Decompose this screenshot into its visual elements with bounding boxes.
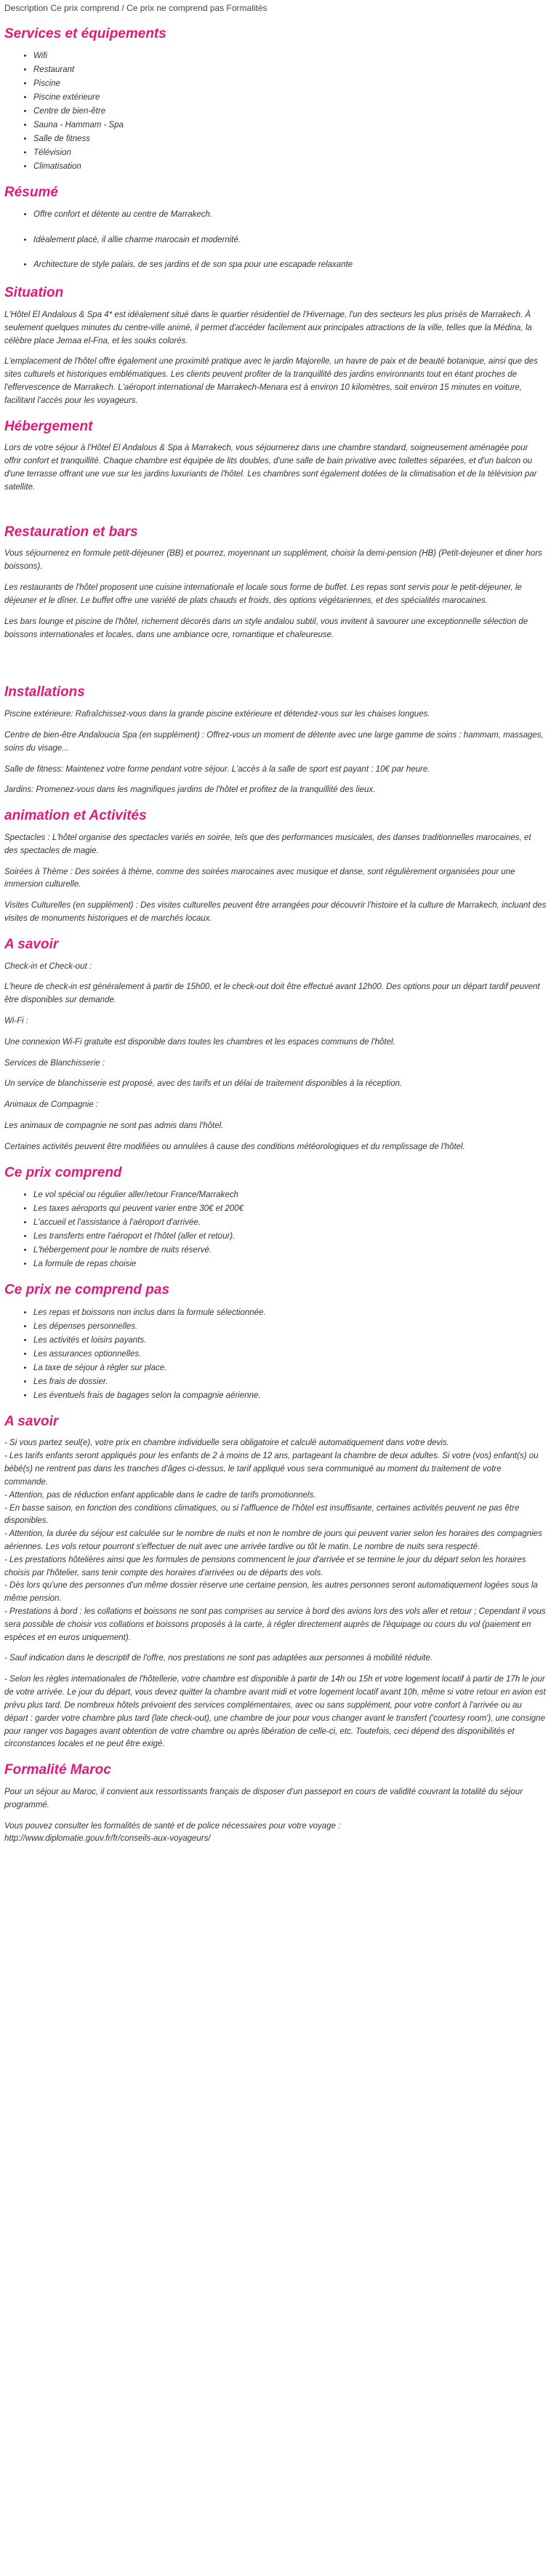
diplomatie-link[interactable]: http://www.diplomatie.gouv.fr/fr/conseils-aux-voyageurs/ <box>4 1834 211 1844</box>
list-item: • Centre de bien-être <box>33 105 547 119</box>
formalite-paragraph: Pour un séjour au Maroc, il convient aux ressortissants français de disposer d'un passeport en cours de validité couvrant la totalité du séjour programmé. <box>4 1787 523 1809</box>
services-list <box>4 49 547 174</box>
prix-comprend-heading: Ce prix comprend <box>4 1164 122 1180</box>
list-item: • Piscine extérieure <box>33 91 547 105</box>
restauration-paragraph: Vous séjournerez en formule petit-déjeuner (BB) et pourrez, moyennant un supplément, choisir la demi-pension (HB) (Petit-dejeuner et diner hors boissons). <box>4 549 542 572</box>
list-item: • Restaurant <box>33 63 547 77</box>
condition-line: - Les tarifs enfants seront appliqués pour les enfants de 2 à moins de 12 ans, partageant la chambre de deux adultes. Si votre (vos) enfant(s) ou bébé(s) ne rentrent pas dans les tranches d'âges ci-dessus, le tarif appliqué vous sera communiqué au moment du traitement de votre commande. <box>4 1452 539 1487</box>
list-item: • Salle de fitness <box>33 132 547 146</box>
restauration-heading: Restauration et bars <box>4 524 138 540</box>
list-item: • L'hébergement pour le nombre de nuits réservé. <box>33 1244 547 1257</box>
list-item: • Les éventuels frais de bagages selon la compagnie aérienne. <box>33 1389 547 1403</box>
conditions-block <box>4 1437 547 1751</box>
restauration-paragraph: Les bars lounge et piscine de l'hôtel, richement décorés dans un style andalou subtil, vous invitent à savourer une exceptionnelle sélection de boissons internationales et locales, dans une ambiance ocre, romantique et chaleureuse. <box>4 617 528 639</box>
a-savoir-paragraph: Un service de blanchisserie est proposé, avec des tarifs et un délai de traitement disponibles à la réception. <box>4 1079 403 1089</box>
formalite-paragraph: Vous pouvez consulter les formalités de santé et de police nécessaires pour votre voyage : <box>4 1821 341 1831</box>
a-savoir-paragraph: Certaines activités peuvent être modifiées ou annulées à cause des conditions météorologiques et du remplissage de l'hôtel. <box>4 1142 465 1151</box>
condition-line: - Si vous partez seul(e), votre prix en chambre individuelle sera obligatoire et calculé automatiquement dans votre devis. <box>4 1439 449 1448</box>
situation-paragraph: L'Hôtel El Andalous & Spa 4* est idéalement situé dans le quartier résidentiel de l'Hivernage, l'un des secteurs les plus prisés de Marrakech. À seulement quelques minutes du centre-ville animé, il permet d'accéder facilement aux principales attractions de la ville, telles que la Médina, la célèbre place Jemaa el-Fna, et les souks colorés. <box>4 311 532 345</box>
tab-formalites[interactable]: Formalités <box>226 3 268 13</box>
list-item: • Les dépenses personnelles. <box>33 1320 547 1334</box>
condition-line: - Les prestations hôtelières ainsi que les formules de pensions commencent le jour d'arrivée et se termine le jour du départ selon les horaires choisis par l'hôtelier, sans tenir compte des horaires d'arrivées ou de départs des vols. <box>4 1555 526 1577</box>
animation-heading: animation et Activités <box>4 808 147 824</box>
list-item: • Le vol spécial ou régulier aller/retour France/Marrakech <box>33 1188 547 1202</box>
list-item: • Climatisation <box>33 160 547 174</box>
condition-line: - Attention, pas de réduction enfant applicable dans le cadre de tarifs promotionnels. <box>4 1490 316 1500</box>
installations-paragraph: Centre de bien-être Andaloucia Spa (en supplément) : Offrez-vous un moment de détente avec une large gamme de soins : hammam, massages, soins du visage... <box>4 730 544 753</box>
list-item: • Les assurances optionnelles. <box>33 1348 547 1361</box>
list-item: • L'accueil et l'assistance à l'aéroport d'arrivée. <box>33 1216 547 1230</box>
a-savoir-label: Services de Blanchisserie : <box>4 1058 105 1068</box>
hebergement-paragraph: Lors de votre séjour à l'Hôtel El Andalous & Spa à Marrakech, vous séjournerez dans une chambre standard, soigneusement aménagée pour offrir confort et tranquillité. Chaque chambre est équipée de lits doubles, d'une salle de bain privative avec toilettes séparées, et d'un balcon ou d'une terrasse offrant une vue sur les jardins luxuriants de l'hôtel. Les chambres sont également dotées de la climatisation et de la télévision par satellite. <box>4 444 537 492</box>
list-item: • Les taxes aéroports qui peuvent varier entre 30€ et 200€ <box>33 1202 547 1216</box>
restauration-paragraph: Les restaurants de l'hôtel proposent une cuisine internationale et locale sous forme de buffet. Les repas sont servis pour le petit-déjeuner, le déjeuner et le dîner. Le buffet offre une variété de plats chauds et froids, des options végétariennes, et des spécialités marocaines. <box>4 583 522 605</box>
list-item: • Wifi <box>33 49 547 63</box>
prix-ne-comprend-pas-heading: Ce prix ne comprend pas <box>4 1282 170 1298</box>
animation-paragraph: Spectacles : L'hôtel organise des spectacles variés en soirée, tels que des performances musicales, des danses traditionnelles marocaines, et des spectacles de magie. <box>4 833 531 855</box>
animation-paragraph: Soirées à Thème : Des soirées à thème, comme des soirées marocaines avec musique et danse, sont régulièrement organisées pour une immersion culturelle. <box>4 867 515 889</box>
a-savoir-label: Animaux de Compagnie : <box>4 1100 99 1110</box>
prix-ne-comprend-pas-list <box>4 1306 547 1403</box>
list-item: • Idéalement placé, il allie charme marocain et modernité. <box>33 234 547 247</box>
condition-line: - Attention, la durée du séjour est calculée sur le nombre de nuits et non le nombre de jours qui peuvent varier selon les horaires des compagnies aériennes. Les vols retour pourront s'effectuer de nuit avec une arrivée tardive ou tôt le matin. Le nombre de nuits sera respecté. <box>4 1529 542 1551</box>
formalite-links <box>4 1820 547 1847</box>
hebergement-heading: Hébergement <box>4 418 93 434</box>
tab-description[interactable]: Description <box>4 3 49 13</box>
list-item: • Sauna - Hammam - Spa <box>33 119 547 132</box>
tab-bar <box>4 0 547 15</box>
formalite-heading: Formalité Maroc <box>4 1762 111 1778</box>
list-item: • La formule de repas choisie <box>33 1257 547 1271</box>
a-savoir-paragraph: Une connexion Wi-Fi gratuite est disponible dans toutes les chambres et les espaces communs de l'hôtel. <box>4 1037 395 1047</box>
condition-line: - Dès lors qu'une des personnes d'un même dossier réserve une certaine pension, les autres personnes seront automatiquement logées sous la même pension. <box>4 1581 538 1604</box>
a-savoir-paragraph: L'heure de check-in est généralement à partir de 15h00, et le check-out doit être effectué avant 12h00. Des options pour un départ tardif peuvent être disponibles sur demande. <box>4 983 540 1005</box>
installations-paragraph: Piscine extérieure: Rafraîchissez-vous dans la grande piscine extérieure et détendez-vous sur les chaises longues. <box>4 710 430 719</box>
list-item: • Piscine <box>33 77 547 91</box>
tab-separator: / <box>119 3 127 13</box>
prix-comprend-list <box>4 1188 547 1271</box>
list-item: • Les transferts entre l'aéroport et l'hôtel (aller et retour). <box>33 1230 547 1244</box>
a-savoir-label: Check-in et Check-out : <box>4 961 92 971</box>
resume-heading: Résumé <box>4 185 58 201</box>
list-item: • Architecture de style palais, de ses jardins et de son spa pour une escapade relaxante <box>33 259 547 272</box>
installations-paragraph: Salle de fitness: Maintenez votre forme pendant votre séjour. L'accès à la salle de sport est payant : 10€ par heure. <box>4 764 430 774</box>
a-savoir-label: Wi-Fi : <box>4 1016 29 1025</box>
installations-heading: Installations <box>4 684 85 700</box>
services-heading: Services et équipements <box>4 25 166 41</box>
a-savoir-conditions-heading: A savoir <box>4 1413 59 1429</box>
animation-paragraph: Visites Culturelles (en supplément) : Des visites culturelles peuvent être arrangées pour découvrir l'histoire et la culture de Marrakech, incluant des visites de monuments historiques et de marchés locaux. <box>4 901 547 923</box>
a-savoir-paragraph: Les animaux de compagnie ne sont pas admis dans l'hôtel. <box>4 1121 224 1130</box>
installations-paragraph: Jardins: Promenez-vous dans les magnifiques jardins de l'hôtel et profitez de la tranquillité des lieux. <box>4 785 376 795</box>
condition-line: - Selon les règles internationales de l'hôtellerie, votre chambre est disponible à partir de 14h ou 15h et votre logement locatif à partir de 17h le jour de votre arrivée. Le jour du départ, vous devez quitter la chambre avant midi et votre logement locatif avant 10h, même si votre retour en avion est prévu plus tard. De nombreux hôtels prévoient des services complémentaires, avec ou sans supplément, pour votre confort à l'arrivée ou au départ : garder votre chambre plus tard (late check-out), une chambre de jour pour vous changer avant le transfert ('courtesy room'), une consigne pour ranger vos bagages avant obtention de votre chambre ou après libération de celle-ci, etc. Toutefois, ceci dépend des disponibilités et circonstances locales et ne peut être exigé. <box>4 1675 546 1749</box>
tab-ce-prix-ne-comprend-pas[interactable]: Ce prix ne comprend pas <box>126 3 225 13</box>
list-item: • Offre confort et détente au centre de Marrakech. <box>33 209 547 222</box>
condition-line: - Prestations à bord : les collations et boissons ne sont pas comprises au service à bord des avions lors des vols aller et retour ; Cependant il vous sera possible de choisir vos collations et boissons proposés à la carte, à régler directement auprès de l'équipage ou cours du vol (paiement en espèces et en euros uniquement). <box>4 1607 546 1642</box>
list-item: • Télévision <box>33 146 547 160</box>
situation-paragraph: L'emplacement de l'hôtel offre également une proximité pratique avec le jardin Majorelle, un havre de paix et de beauté botanique, ainsi que des sites culturels et historiques emblématiques. Les clients peuvent profiter de la tranquillité des jardins environnants tout en étant proches de l'effervescence de Marrakech. L'aéroport international de Marrakech-Menara est à environ 10 kilomètres, soit environ 15 minutes en voiture, facilitant l'accès pour les voyageurs. <box>4 357 538 405</box>
situation-heading: Situation <box>4 285 64 301</box>
list-item: • Les repas et boissons non inclus dans la formule sélectionnée. <box>33 1306 547 1320</box>
resume-list <box>4 209 547 272</box>
list-item: • Les frais de dossier. <box>33 1375 547 1389</box>
condition-line: - Sauf indication dans le descriptif de l'offre, nos prestations ne sont pas adaptées aux personnes à mobilité réduite. <box>4 1654 433 1663</box>
tab-ce-prix-comprend[interactable]: Ce prix comprend <box>50 3 120 13</box>
condition-line: - En basse saison, en fonction des conditions climatiques, ou si l'affluence de l'hôtel est insuffisante, certaines activités peuvent ne pas être disponibles. <box>4 1503 520 1526</box>
list-item: • La taxe de séjour à régler sur place. <box>33 1361 547 1375</box>
list-item: • Les activités et loisirs payants. <box>33 1334 547 1348</box>
a-savoir-heading: A savoir <box>4 936 59 952</box>
